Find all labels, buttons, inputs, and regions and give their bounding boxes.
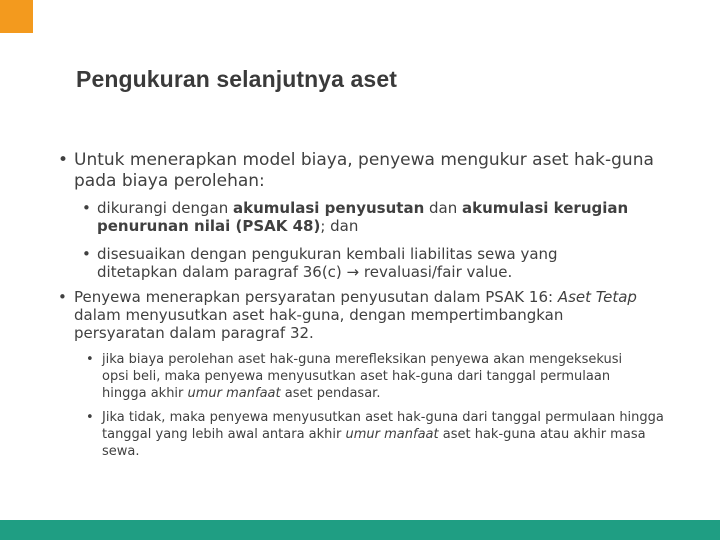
text-run: ; dan <box>320 217 359 235</box>
bullet-dot-icon: • <box>86 410 94 425</box>
text-run: dalam menyusutkan aset hak-guna, dengan mempertimbangkan persyaratan dalam paragraf 32. <box>74 306 564 342</box>
text-run: Jika tidak, maka penyewa menyusutkan aset hak-guna dari tanggal permulaan hingga tanggal yang lebih awal antara akhir <box>102 410 664 442</box>
italic-term: umur manfaat <box>345 427 439 442</box>
bullet-text: Untuk menerapkan model biaya, penyewa mengukur aset hak-guna pada biaya perolehan: <box>74 150 654 191</box>
bold-term: akumulasi kerugian penurunan nilai (PSAK 48) <box>97 199 629 235</box>
sub-bullet-item-2-1 <box>86 351 646 402</box>
text-run: Penyewa menerapkan persyaratan penyusutan dalam PSAK 16: <box>74 288 558 306</box>
bullet-text <box>58 288 658 342</box>
orange-accent-block <box>0 0 33 33</box>
text-run: dan <box>424 199 463 217</box>
italic-term: Aset Tetap <box>557 288 637 306</box>
sub-bullet-item-1-1 <box>82 199 662 235</box>
sub-bullet-item-2-2 <box>86 409 666 460</box>
text-run: aset pendasar. <box>280 386 381 401</box>
bullet-item-1 <box>58 150 658 192</box>
text-run: revaluasi/fair value. <box>359 263 513 281</box>
text-run: jika biaya perolehan aset hak-guna merefleksikan penyewa akan mengeksekusi opsi beli, maka penyewa menyusutkan aset hak-guna dari tanggal permulaan hingga akhir <box>102 352 623 401</box>
bullet-dot-icon: • <box>86 352 94 367</box>
sub-bullet-text <box>86 351 646 402</box>
text-run: aset hak-guna atau akhir masa sewa. <box>102 427 646 459</box>
bullet-dot-icon: • <box>82 245 91 263</box>
text-run: dikurangi dengan <box>97 199 233 217</box>
bullet-item-2 <box>58 288 658 342</box>
sub-bullet-text <box>86 409 666 460</box>
sub-bullet-text <box>82 199 662 235</box>
italic-term: umur manfaat <box>187 386 281 401</box>
sub-bullet-item-1-2 <box>82 245 642 281</box>
text-run: disesuaikan dengan pengukuran kembali liabilitas sewa yang ditetapkan dalam paragraf 36(c) <box>97 245 558 281</box>
green-footer-bar <box>0 520 720 540</box>
slide-title: Pengukuran selanjutnya aset <box>76 66 397 92</box>
bold-term: akumulasi penyusutan <box>233 199 425 217</box>
bullet-dot-icon: • <box>58 150 69 170</box>
bullet-dot-icon: • <box>82 199 91 217</box>
bullet-dot-icon: • <box>58 288 67 306</box>
arrow-right-icon: → <box>346 263 360 281</box>
sub-bullet-text <box>82 245 642 281</box>
